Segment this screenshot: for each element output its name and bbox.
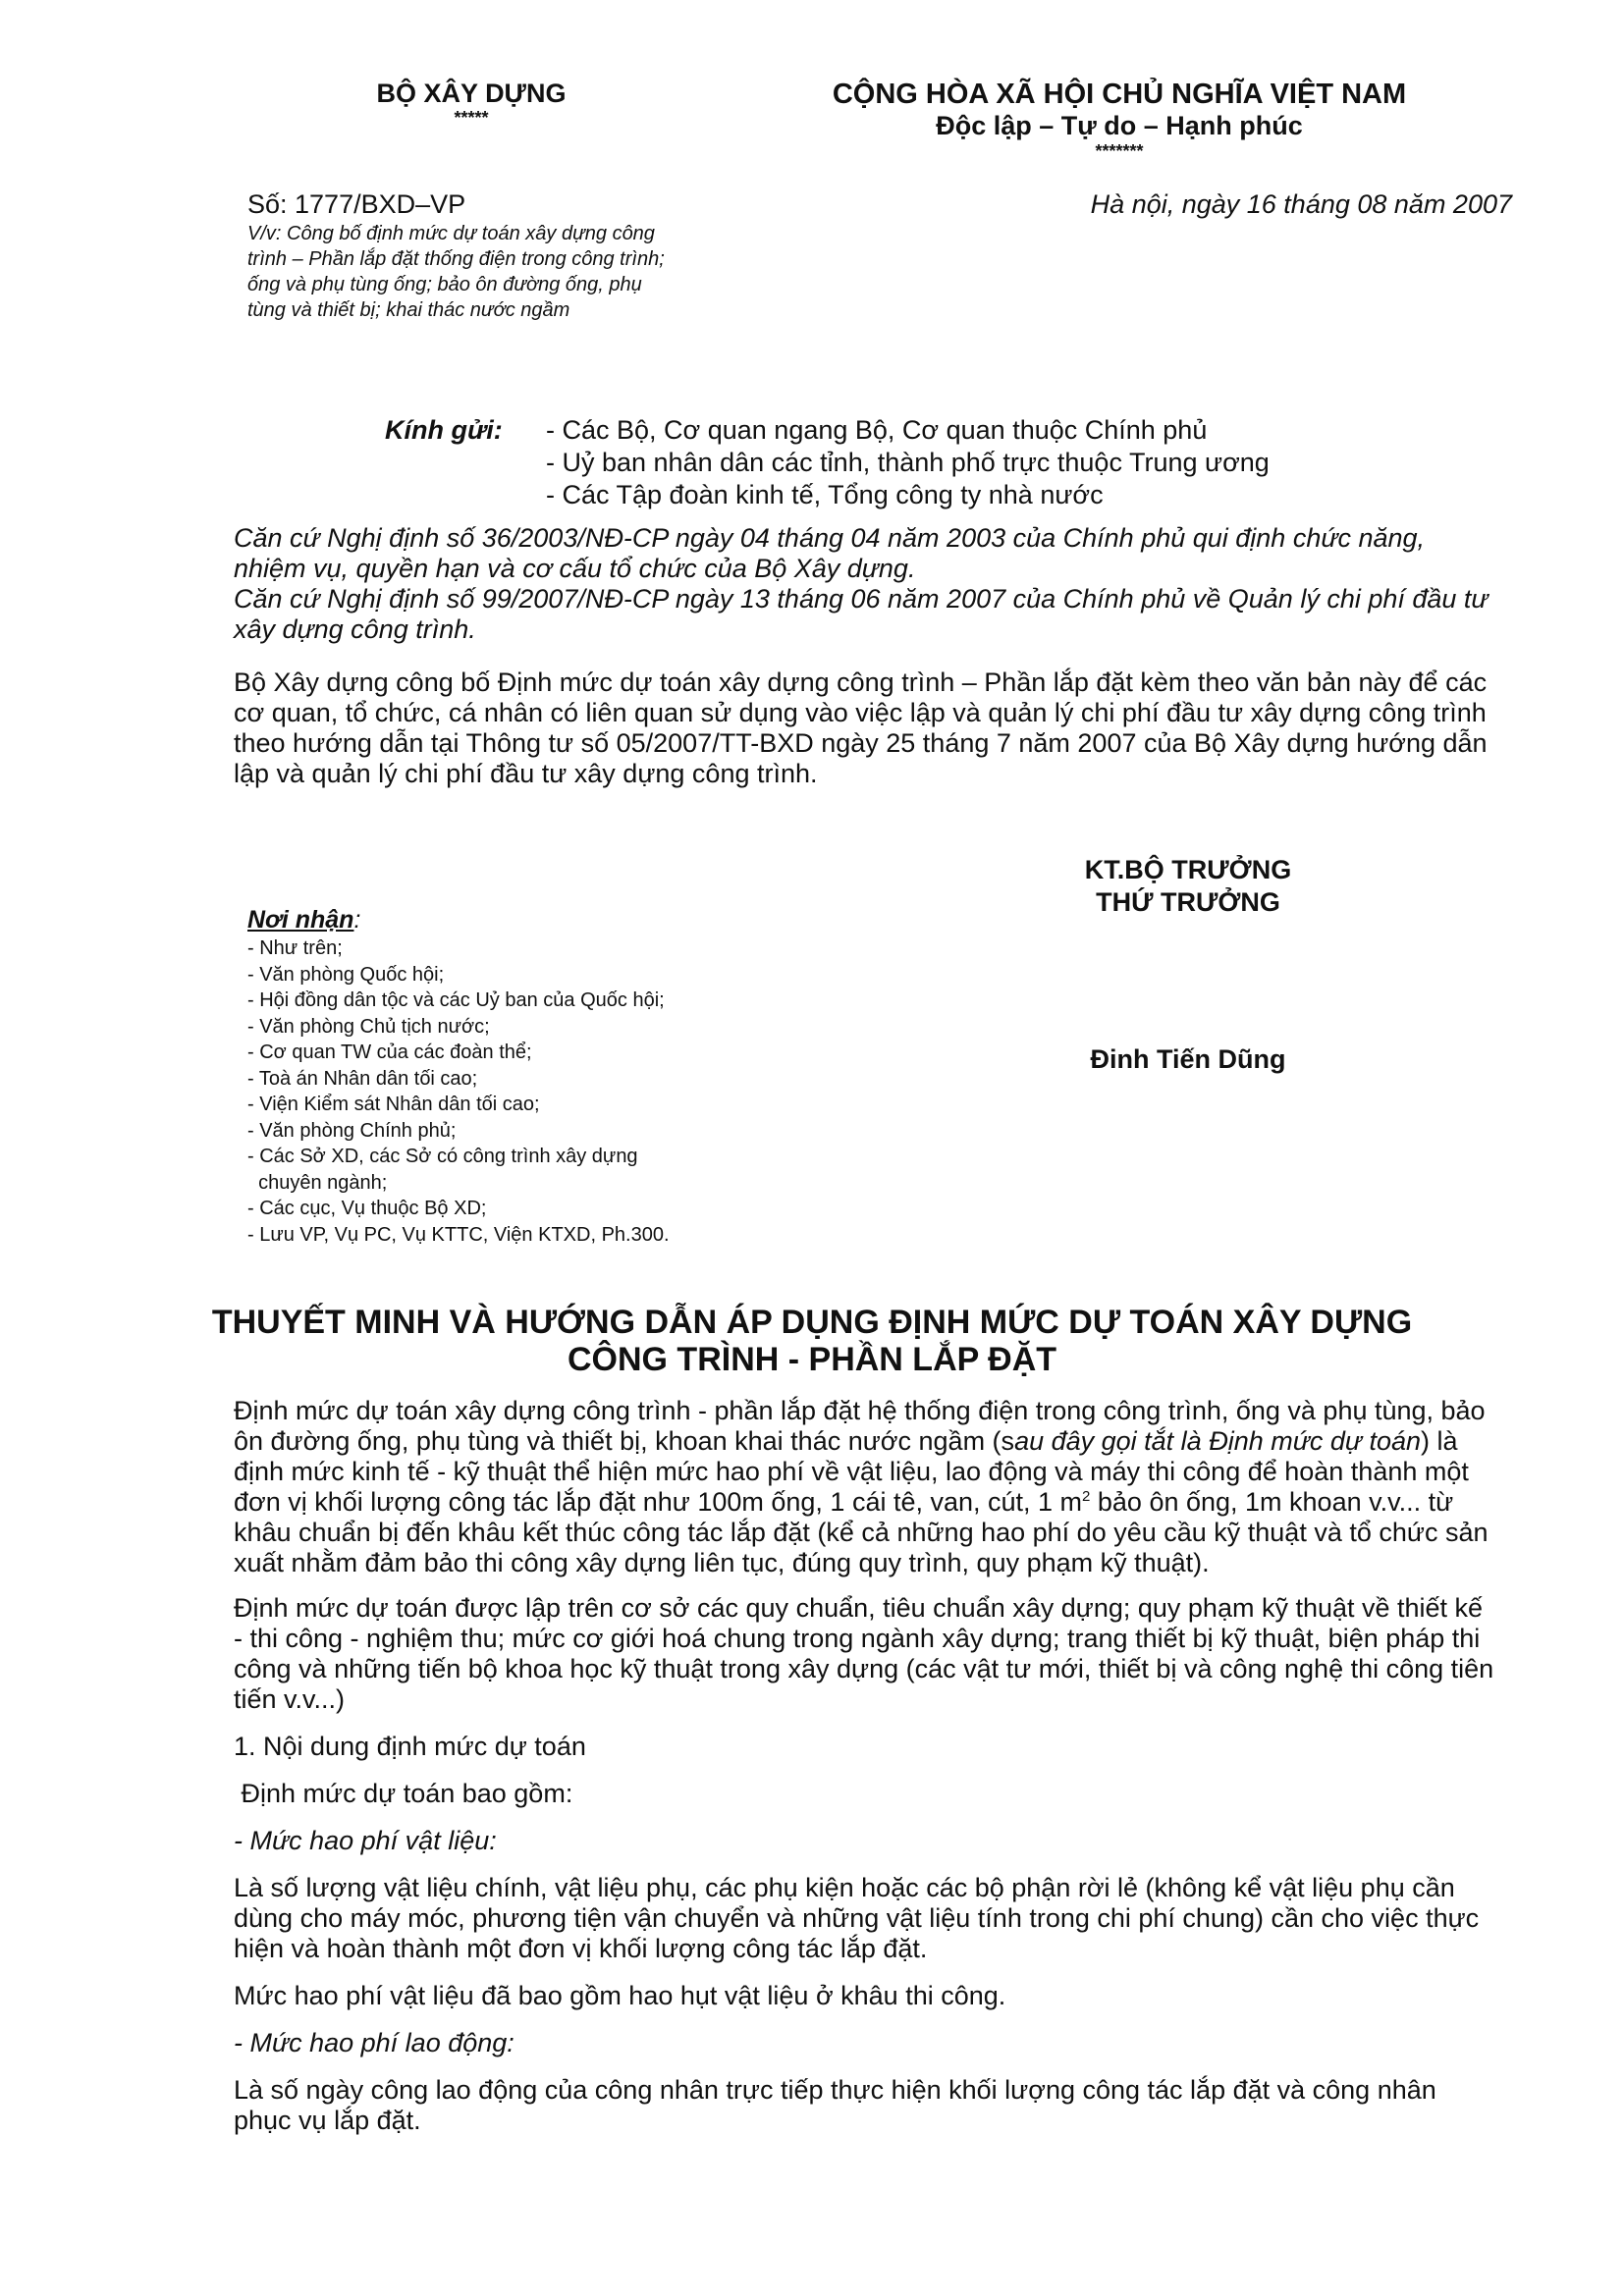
recipients-label-colon: : [353,906,361,934]
intro-paragraph [234,1396,1495,1578]
signer-name: Đinh Tiến Dũng [1090,1044,1286,1074]
recipient-item: - Lưu VP, Vụ PC, Vụ KTTC, Viện KTXD, Ph.300. [247,1223,670,1246]
intro-text: bảo ôn ống, 1m khoan v.v... từ khâu chuẩn bị đến khâu kết thúc công tác lắp đặt (kể cả những hao phí do yêu cầu kỹ thuật và tổ chức sản xuất nhằm đảm bảo thi công xây dựng liên tục, đúng quy trình, quy phạm kỹ thuật). [234,1487,1489,1577]
superscript: 2 [1082,1488,1091,1505]
kinh-gui-list [546,414,1270,511]
recipient-item: - Các cục, Vụ thuộc Bộ XD; [247,1198,487,1219]
material-note: Mức hao phí vật liệu đã bao gồm hao hụt vật liệu ở khâu thi công. [234,1981,1006,2010]
kinh-gui-item: - Các Bộ, Cơ quan ngang Bộ, Cơ quan thuộc Chính phủ [546,415,1208,445]
item-heading: 1. Nội dung định mức dự toán [234,1732,586,1761]
basis-paragraph: Căn cứ Nghị định số 99/2007/NĐ-CP ngày 13 tháng 06 năm 2007 của Chính phủ về Quản lý chi phí đầu tư xây dựng công trình. [234,584,1489,644]
basis-paragraph: Căn cứ Nghị định số 36/2003/NĐ-CP ngày 04 tháng 04 năm 2003 của Chính phủ qui định chức năng, nhiệm vụ, quyền hạn và cơ cấu tổ chức của Bộ Xây dựng. [234,523,1426,583]
nation-title: CỘNG HÒA XÃ HỘI CHỦ NGHĨA VIỆT NAM [832,79,1407,110]
material-text: Là số lượng vật liệu chính, vật liệu phụ, các phụ kiện hoặc các bộ phận rời lẻ (không kể vật liệu phụ cần dùng cho máy móc, phương tiện vận chuyển và những vật liệu tính trong chi phí chung) cần cho việc thực hiện và hoàn thành một đơn vị khối lượng công tác lắp đặt. [234,1873,1480,1963]
section-body [234,1396,1495,2136]
labor-heading: - Mức hao phí lao động: [234,2028,514,2057]
recipients-heading [247,905,360,934]
signature-subtitle: THỨ TRƯỞNG [1096,887,1280,917]
recipients-list [247,935,670,1248]
kinh-gui-item: - Các Tập đoàn kinh tế, Tổng công ty nhà nước [546,480,1104,509]
intro-text: Định mức dự toán xây dựng công trình - phần lắp đặt hệ thống điện trong công trình, ống và phụ tùng, bảo ôn đường ống, phụ tùng và thiết bị, khoan khai thác nước ngầm (s [234,1396,1486,1456]
section-title-line2: CÔNG TRÌNH - PHẦN LẮP ĐẶT [567,1341,1057,1378]
recipient-item: - Các Sở XD, các Sở có công trình xây dựng [247,1146,638,1167]
announcement-paragraph: Bộ Xây dựng công bố Định mức dự toán xây dựng công trình – Phần lắp đặt kèm theo văn bản này để các cơ quan, tổ chức, cá nhân có liên quan sử dụng vào việc lập và quản lý chi phí đầu tư xây dựng công trình theo hướng dẫn tại Thông tư số 05/2007/TT-BXD ngày 25 tháng 7 năm 2007 của Bộ Xây dựng hướng dẫn lập và quản lý chi phí đầu tư xây dựng công trình. [234,667,1488,788]
ministry-name: BỘ XÂY DỰNG [376,79,567,108]
recipient-item: - Toà án Nhân dân tối cao; [247,1067,478,1090]
recipients-label: Nơi nhận [247,906,354,934]
labor-text: Là số ngày công lao động của công nhân trực tiếp thực hiện khối lượng công tác lắp đặt và công nhân phục vụ lắp đặt. [234,2075,1436,2135]
section-title-line1: THUYẾT MINH VÀ HƯỚNG DẪN ÁP DỤNG ĐỊNH MỨC DỰ TOÁN XÂY DỰNG [211,1304,1413,1341]
kinh-gui-item: - Uỷ ban nhân dân các tỉnh, thành phố trực thuộc Trung ương [546,448,1270,477]
recipient-item: chuyên ngành; [247,1171,388,1194]
place-and-date: Hà nội, ngày 16 tháng 08 năm 2007 [1090,189,1512,219]
motto-stars: ******* [1095,141,1144,161]
kinh-gui-label: Kính gửi: [385,415,503,445]
nation-motto: Độc lập – Tự do – Hạnh phúc [936,111,1303,140]
recipient-item: - Văn phòng Chủ tịch nước; [247,1015,490,1038]
recipient-item: - Cơ quan TW của các đoàn thể; [247,1041,532,1063]
document-number: Số: 1777/BXD–VP [247,189,466,219]
includes-text: Định mức dự toán bao gồm: [234,1779,573,1808]
intro-alias: au đây gọi tắt là Định mức dự toán [1014,1426,1422,1456]
recipient-item: - Văn phòng Quốc hội; [247,963,445,986]
document-subject: V/v: Công bố định mức dự toán xây dựng công trình – Phần lắp đặt thống điện trong công trình; ống và phụ tùng ống; bảo ôn đường ống, phụ tùng và thiết bị; khai thác nước ngầm [247,223,665,321]
ministry-stars: ***** [454,108,489,128]
signature-title: KT.BỘ TRƯỞNG [1084,855,1292,884]
material-heading: - Mức hao phí vật liệu: [234,1826,497,1855]
recipient-item: - Như trên; [247,937,343,959]
basis-description: Định mức dự toán được lập trên cơ sở các quy chuẩn, tiêu chuẩn xây dựng; quy phạm kỹ thuật về thiết kế - thi công - nghiệm thu; mức cơ giới hoá chung trong ngành xây dựng; trang thiết bị kỹ thuật, biện pháp thi công và những tiến bộ khoa học kỹ thuật trong xây dựng (các vật tư mới, thiết bị và công nghệ thi công tiên tiến v.v...) [234,1593,1494,1714]
recipient-item: - Viện Kiểm sát Nhân dân tối cao; [247,1094,540,1115]
legal-basis [234,523,1495,645]
intro-text: ) là định mức kinh tế - kỹ thuật thể hiện mức hao phí về vật liệu, lao động và máy thi công để hoàn thành một đơn vị khối lượng công tác lắp đặt như 100m ống, 1 cái tê, van, cút, 1 m [234,1426,1469,1517]
recipient-item: - Hội đồng dân tộc và các Uỷ ban của Quốc hội; [247,989,665,1011]
recipient-item: - Văn phòng Chính phủ; [247,1119,457,1142]
